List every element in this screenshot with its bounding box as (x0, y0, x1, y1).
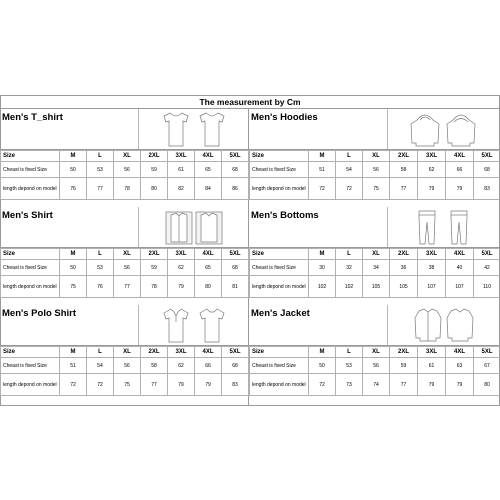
size-table (0, 346, 249, 396)
size-cell: 4XL (446, 249, 474, 260)
size-cell: M (309, 151, 336, 162)
size-cell: 56 (114, 260, 141, 276)
category-title: Men's T_shirt (2, 112, 63, 123)
size-cell: 68 (222, 162, 249, 178)
size-cell: 79 (195, 374, 222, 396)
size-cell: 72 (309, 374, 336, 396)
size-cell: 53 (87, 162, 114, 178)
size-cell: 65 (195, 162, 222, 178)
size-cell: 5XL (474, 151, 500, 162)
size-cell: 61 (418, 358, 446, 374)
category-title: Men's Shirt (2, 210, 53, 221)
size-cell: 56 (363, 162, 390, 178)
size-cell: 79 (418, 374, 446, 396)
size-cell: 75 (114, 374, 141, 396)
size-cell: 50 (60, 162, 87, 178)
size-cell: 34 (363, 260, 390, 276)
size-cell: 83 (474, 178, 500, 200)
size-cell: L (87, 347, 114, 358)
size-cell: 84 (195, 178, 222, 200)
size-table (249, 346, 500, 396)
polo-shirt-icon (158, 306, 230, 344)
size-cell: 36 (390, 260, 418, 276)
size-cell: 78 (114, 178, 141, 200)
size-cell: 4XL (446, 347, 474, 358)
panel-banner (249, 109, 500, 150)
size-cell: 107 (418, 276, 446, 298)
size-cell: 82 (168, 178, 195, 200)
size-cell: 56 (114, 162, 141, 178)
row-label: Size (250, 151, 309, 162)
size-cell: 80 (141, 178, 168, 200)
size-cell: 105 (390, 276, 418, 298)
category-title: Men's Hoodies (251, 112, 318, 123)
size-cell: M (60, 249, 87, 260)
size-cell: 79 (446, 178, 474, 200)
size-cell: XL (114, 151, 141, 162)
size-cell: 76 (60, 178, 87, 200)
header-row (1, 151, 249, 162)
table-row (250, 358, 500, 374)
trousers-icon (407, 208, 479, 246)
size-table (249, 150, 500, 200)
row-label: Size (1, 249, 60, 260)
row-label: Size (1, 151, 60, 162)
size-cell: 2XL (390, 249, 418, 260)
header-row (250, 347, 500, 358)
size-cell: 3XL (168, 249, 195, 260)
size-cell: 53 (336, 358, 363, 374)
panel-banner (0, 305, 248, 346)
table-row (1, 358, 249, 374)
size-cell: 59 (390, 358, 418, 374)
size-cell: 30 (309, 260, 336, 276)
size-cell: 40 (446, 260, 474, 276)
header-row (250, 151, 500, 162)
size-cell: 32 (336, 260, 363, 276)
size-cell: L (336, 347, 363, 358)
size-cell: 74 (363, 374, 390, 396)
header-row (1, 347, 249, 358)
size-cell: 38 (418, 260, 446, 276)
tshirt-icon (158, 110, 230, 148)
row-label: Size (250, 249, 309, 260)
size-cell: 59 (141, 260, 168, 276)
row-label: Cheast is fixed Size (250, 162, 309, 178)
size-cell: 56 (114, 358, 141, 374)
size-cell: 3XL (168, 347, 195, 358)
size-cell: 72 (309, 178, 336, 200)
size-cell: 80 (474, 374, 500, 396)
size-cell: 2XL (390, 151, 418, 162)
row-label: Cheast is fixed Size (250, 260, 309, 276)
size-cell: 50 (309, 358, 336, 374)
size-table (0, 150, 249, 200)
size-cell: 76 (87, 276, 114, 298)
size-cell: L (87, 249, 114, 260)
size-cell: 4XL (446, 151, 474, 162)
size-cell: 4XL (195, 249, 222, 260)
size-cell: L (87, 151, 114, 162)
size-cell: 3XL (168, 151, 195, 162)
size-cell: 58 (390, 162, 418, 178)
size-cell: 79 (168, 276, 195, 298)
table-row (250, 276, 500, 298)
table-row (1, 260, 249, 276)
size-cell: 54 (336, 162, 363, 178)
row-label: Cheast is fixed Size (1, 358, 60, 374)
size-cell: 4XL (195, 347, 222, 358)
size-cell: 3XL (418, 347, 446, 358)
size-cell: 68 (222, 358, 249, 374)
size-cell: 2XL (141, 249, 168, 260)
size-cell: 75 (60, 276, 87, 298)
size-cell: 5XL (474, 249, 500, 260)
row-label: Cheast is fixed Size (1, 260, 60, 276)
panel-banner (249, 207, 500, 248)
size-cell: 77 (114, 276, 141, 298)
size-cell: 73 (336, 374, 363, 396)
size-cell: 54 (87, 358, 114, 374)
size-cell: 2XL (390, 347, 418, 358)
category-title: Men's Bottoms (251, 210, 319, 221)
table-row (250, 260, 500, 276)
table-row (1, 374, 249, 396)
size-cell: 3XL (418, 249, 446, 260)
header-row (1, 249, 249, 260)
size-cell: 81 (222, 276, 249, 298)
row-label: Cheast is fixed Size (250, 358, 309, 374)
size-cell: 66 (446, 162, 474, 178)
size-cell: 79 (418, 178, 446, 200)
size-cell: 80 (195, 276, 222, 298)
size-cell: 61 (168, 162, 195, 178)
panel-banner (249, 305, 500, 346)
size-cell: L (336, 151, 363, 162)
row-label: Size (250, 347, 309, 358)
size-cell: 79 (446, 374, 474, 396)
size-cell: 63 (446, 358, 474, 374)
size-cell: 107 (446, 276, 474, 298)
size-cell: 3XL (418, 151, 446, 162)
size-cell: 42 (474, 260, 500, 276)
row-label: length depond on model (1, 178, 60, 200)
size-cell: 102 (336, 276, 363, 298)
table-row (250, 374, 500, 396)
table-row (1, 178, 249, 200)
table-row (1, 276, 249, 298)
size-table (249, 248, 500, 298)
panel-banner (0, 109, 248, 150)
size-cell: 68 (222, 260, 249, 276)
size-cell: 68 (474, 162, 500, 178)
row-label: length depond on model (250, 276, 309, 298)
size-cell: 77 (390, 178, 418, 200)
row-label: Size (1, 347, 60, 358)
size-cell: L (336, 249, 363, 260)
size-cell: 5XL (222, 249, 249, 260)
size-cell: 77 (141, 374, 168, 396)
size-cell: 58 (141, 358, 168, 374)
size-cell: M (60, 151, 87, 162)
size-cell: M (309, 249, 336, 260)
row-label: length depond on model (1, 276, 60, 298)
size-table (0, 248, 249, 298)
size-cell: 59 (141, 162, 168, 178)
row-label: Cheast is fixed Size (1, 162, 60, 178)
jacket-icon (407, 306, 479, 344)
size-cell: M (60, 347, 87, 358)
size-cell: 77 (390, 374, 418, 396)
hoodie-icon (407, 110, 479, 148)
size-cell: 53 (87, 260, 114, 276)
size-cell: 51 (60, 358, 87, 374)
row-label: length depond on model (250, 178, 309, 200)
size-cell: 5XL (222, 347, 249, 358)
size-cell: 72 (336, 178, 363, 200)
size-cell: 105 (363, 276, 390, 298)
size-cell: 72 (60, 374, 87, 396)
size-cell: 2XL (141, 151, 168, 162)
row-label: length depond on model (1, 374, 60, 396)
size-cell: 4XL (195, 151, 222, 162)
header-row (250, 249, 500, 260)
shirt-icon (158, 208, 230, 246)
size-cell: 50 (60, 260, 87, 276)
size-cell: 62 (418, 162, 446, 178)
size-cell: 5XL (222, 151, 249, 162)
page-title: The measurement by Cm (199, 97, 301, 107)
size-cell: 2XL (141, 347, 168, 358)
size-cell: XL (363, 347, 390, 358)
size-cell: 72 (87, 374, 114, 396)
size-cell: XL (363, 249, 390, 260)
panel-banner (0, 207, 248, 248)
table-row (250, 178, 500, 200)
table-row (250, 162, 500, 178)
size-cell: 62 (168, 260, 195, 276)
size-cell: 75 (363, 178, 390, 200)
size-cell: 62 (168, 358, 195, 374)
size-cell: 67 (474, 358, 500, 374)
size-cell: 102 (309, 276, 336, 298)
row-label: length depond on model (250, 374, 309, 396)
size-cell: 65 (195, 260, 222, 276)
size-cell: 66 (195, 358, 222, 374)
size-cell: 86 (222, 178, 249, 200)
size-cell: 78 (141, 276, 168, 298)
table-row (1, 162, 249, 178)
size-cell: 51 (309, 162, 336, 178)
size-cell: M (309, 347, 336, 358)
size-cell: 77 (87, 178, 114, 200)
category-title: Men's Polo Shirt (2, 308, 77, 319)
size-cell: 5XL (474, 347, 500, 358)
category-title: Men's Jacket (251, 308, 310, 319)
size-cell: XL (114, 347, 141, 358)
size-cell: 83 (222, 374, 249, 396)
size-cell: XL (363, 151, 390, 162)
size-cell: 110 (474, 276, 500, 298)
size-cell: 56 (363, 358, 390, 374)
size-cell: XL (114, 249, 141, 260)
size-cell: 79 (168, 374, 195, 396)
